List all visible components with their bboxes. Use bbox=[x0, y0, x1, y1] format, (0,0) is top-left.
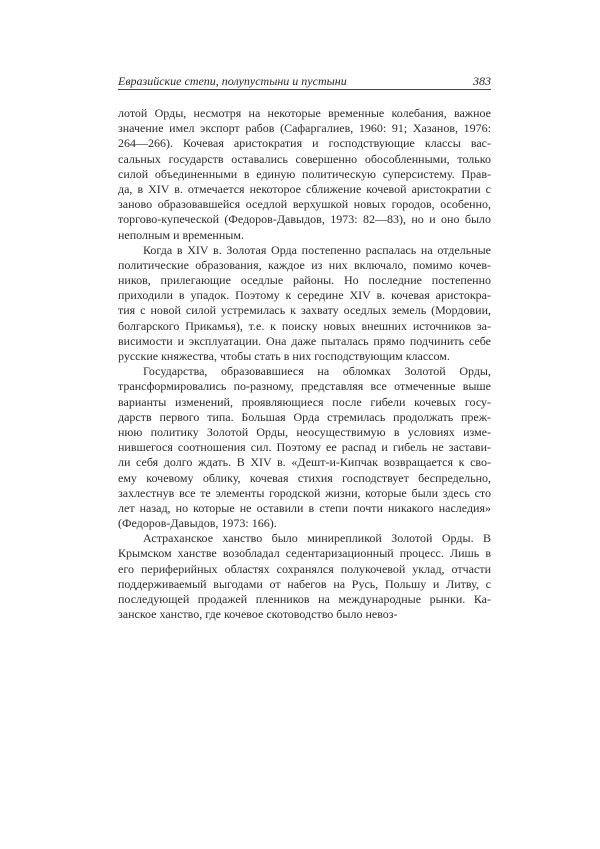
page-number: 383 bbox=[473, 74, 491, 88]
text-line: заново образовавшейся оседлой верхушкой новых городов, особенно, bbox=[118, 197, 491, 212]
paragraph bbox=[118, 243, 491, 365]
text-line: дарств первого типа. Большая Орда стремилась продолжать преж- bbox=[118, 409, 491, 424]
text-line: русские княжества, чтобы стать в них господствующим классом. bbox=[118, 349, 450, 363]
text-line: Астраханское ханство было минирепликой Золотой Орды. В bbox=[143, 531, 491, 546]
text-line: лотой Орды, несмотря на некоторые временные колебания, важное bbox=[118, 106, 491, 120]
text-line: варианты изменений, проявляющиеся после гибели кочевых госу- bbox=[118, 394, 491, 409]
text-line: неполным и временным. bbox=[118, 227, 244, 242]
text-line: занское ханство, где кочевое скотоводство было невоз- bbox=[118, 607, 398, 622]
text-line: политические образования, каждое из них включало, помимо кочев- bbox=[118, 257, 491, 272]
text-line: болгарского Прикамья), т.е. к поиску новых внешних источников за- bbox=[118, 318, 491, 333]
page-body bbox=[118, 106, 491, 622]
text-line: ему кочевому облику, кочевая стихия господствует беспредельно, bbox=[118, 470, 491, 485]
text-line: висимости и эксплуатации. Она даже пыталась прямо подчинить себе bbox=[118, 333, 491, 348]
text-line: приходили в упадок. Поэтому к середине XIV в. кочевая аристокра- bbox=[118, 288, 491, 303]
text-line: нившегося соотношения сил. Поэтому ее распад и гибель не застави- bbox=[118, 440, 491, 455]
text-line: да, в XIV в. отмечается некоторое сближение кочевой аристократии с bbox=[118, 181, 491, 196]
text-line: 264—266). Кочевая аристократия и господствующие классы вас- bbox=[118, 136, 491, 151]
paragraph bbox=[118, 531, 491, 622]
text-line: его периферийных областях сохранялся полукочевой уклад, отчасти bbox=[118, 561, 491, 576]
text-line: последующей продажей пленников на международные рынки. Ка- bbox=[118, 592, 491, 606]
text-line: нюю политику Золотой Орды, неосуществимую в условиях изме- bbox=[118, 424, 491, 439]
paragraph bbox=[118, 106, 491, 243]
text-line: силой объединенными в единую политическую суперсистему. Прав- bbox=[118, 166, 491, 181]
running-header bbox=[118, 75, 491, 90]
text-line: значение имел экспорт рабов (Сафаргалиев, 1960: 91; Хазанов, 1976: bbox=[118, 121, 491, 136]
running-title: Евразийские степи, полупустыни и пустыни bbox=[118, 74, 347, 88]
text-line: лет назад, но которые не оставили в степи почти никакого наследия» bbox=[118, 500, 491, 515]
text-line: трансформировались по-разному, представляя все отмеченные выше bbox=[118, 379, 491, 394]
text-line: сальных государств оставались совершенно обособленными, только bbox=[118, 151, 491, 166]
text-line: тия с новой силой устремилась к захвату оседлых земель (Мордовии, bbox=[118, 303, 491, 318]
text-line: Когда в XIV в. Золотая Орда постепенно распалась на отдельные bbox=[143, 242, 491, 257]
text-line: торгово-купеческой (Федоров-Давыдов, 1973: 82—83), но и оно было bbox=[118, 212, 491, 227]
text-line: ли себя долго ждать. В XIV в. «Дешт-и-Кипчак возвращается к сво- bbox=[118, 455, 491, 470]
text-line: ников, прилегающие оседлые районы. Но последние постепенно bbox=[118, 273, 491, 288]
text-line: Крымском ханстве возобладал седентаризационный процесс. Лишь в bbox=[118, 546, 491, 561]
text-line: Государства, образовавшиеся на обломках Золотой Орды, bbox=[143, 364, 491, 379]
text-line: захлестнув все те элементы городской жизни, которые были здесь сто bbox=[118, 485, 491, 500]
paragraph bbox=[118, 364, 491, 531]
text-line: (Федоров-Давыдов, 1973: 166). bbox=[118, 516, 277, 531]
text-line: поддерживаемый выгодами от набегов на Русь, Польшу и Литву, с bbox=[118, 576, 491, 591]
